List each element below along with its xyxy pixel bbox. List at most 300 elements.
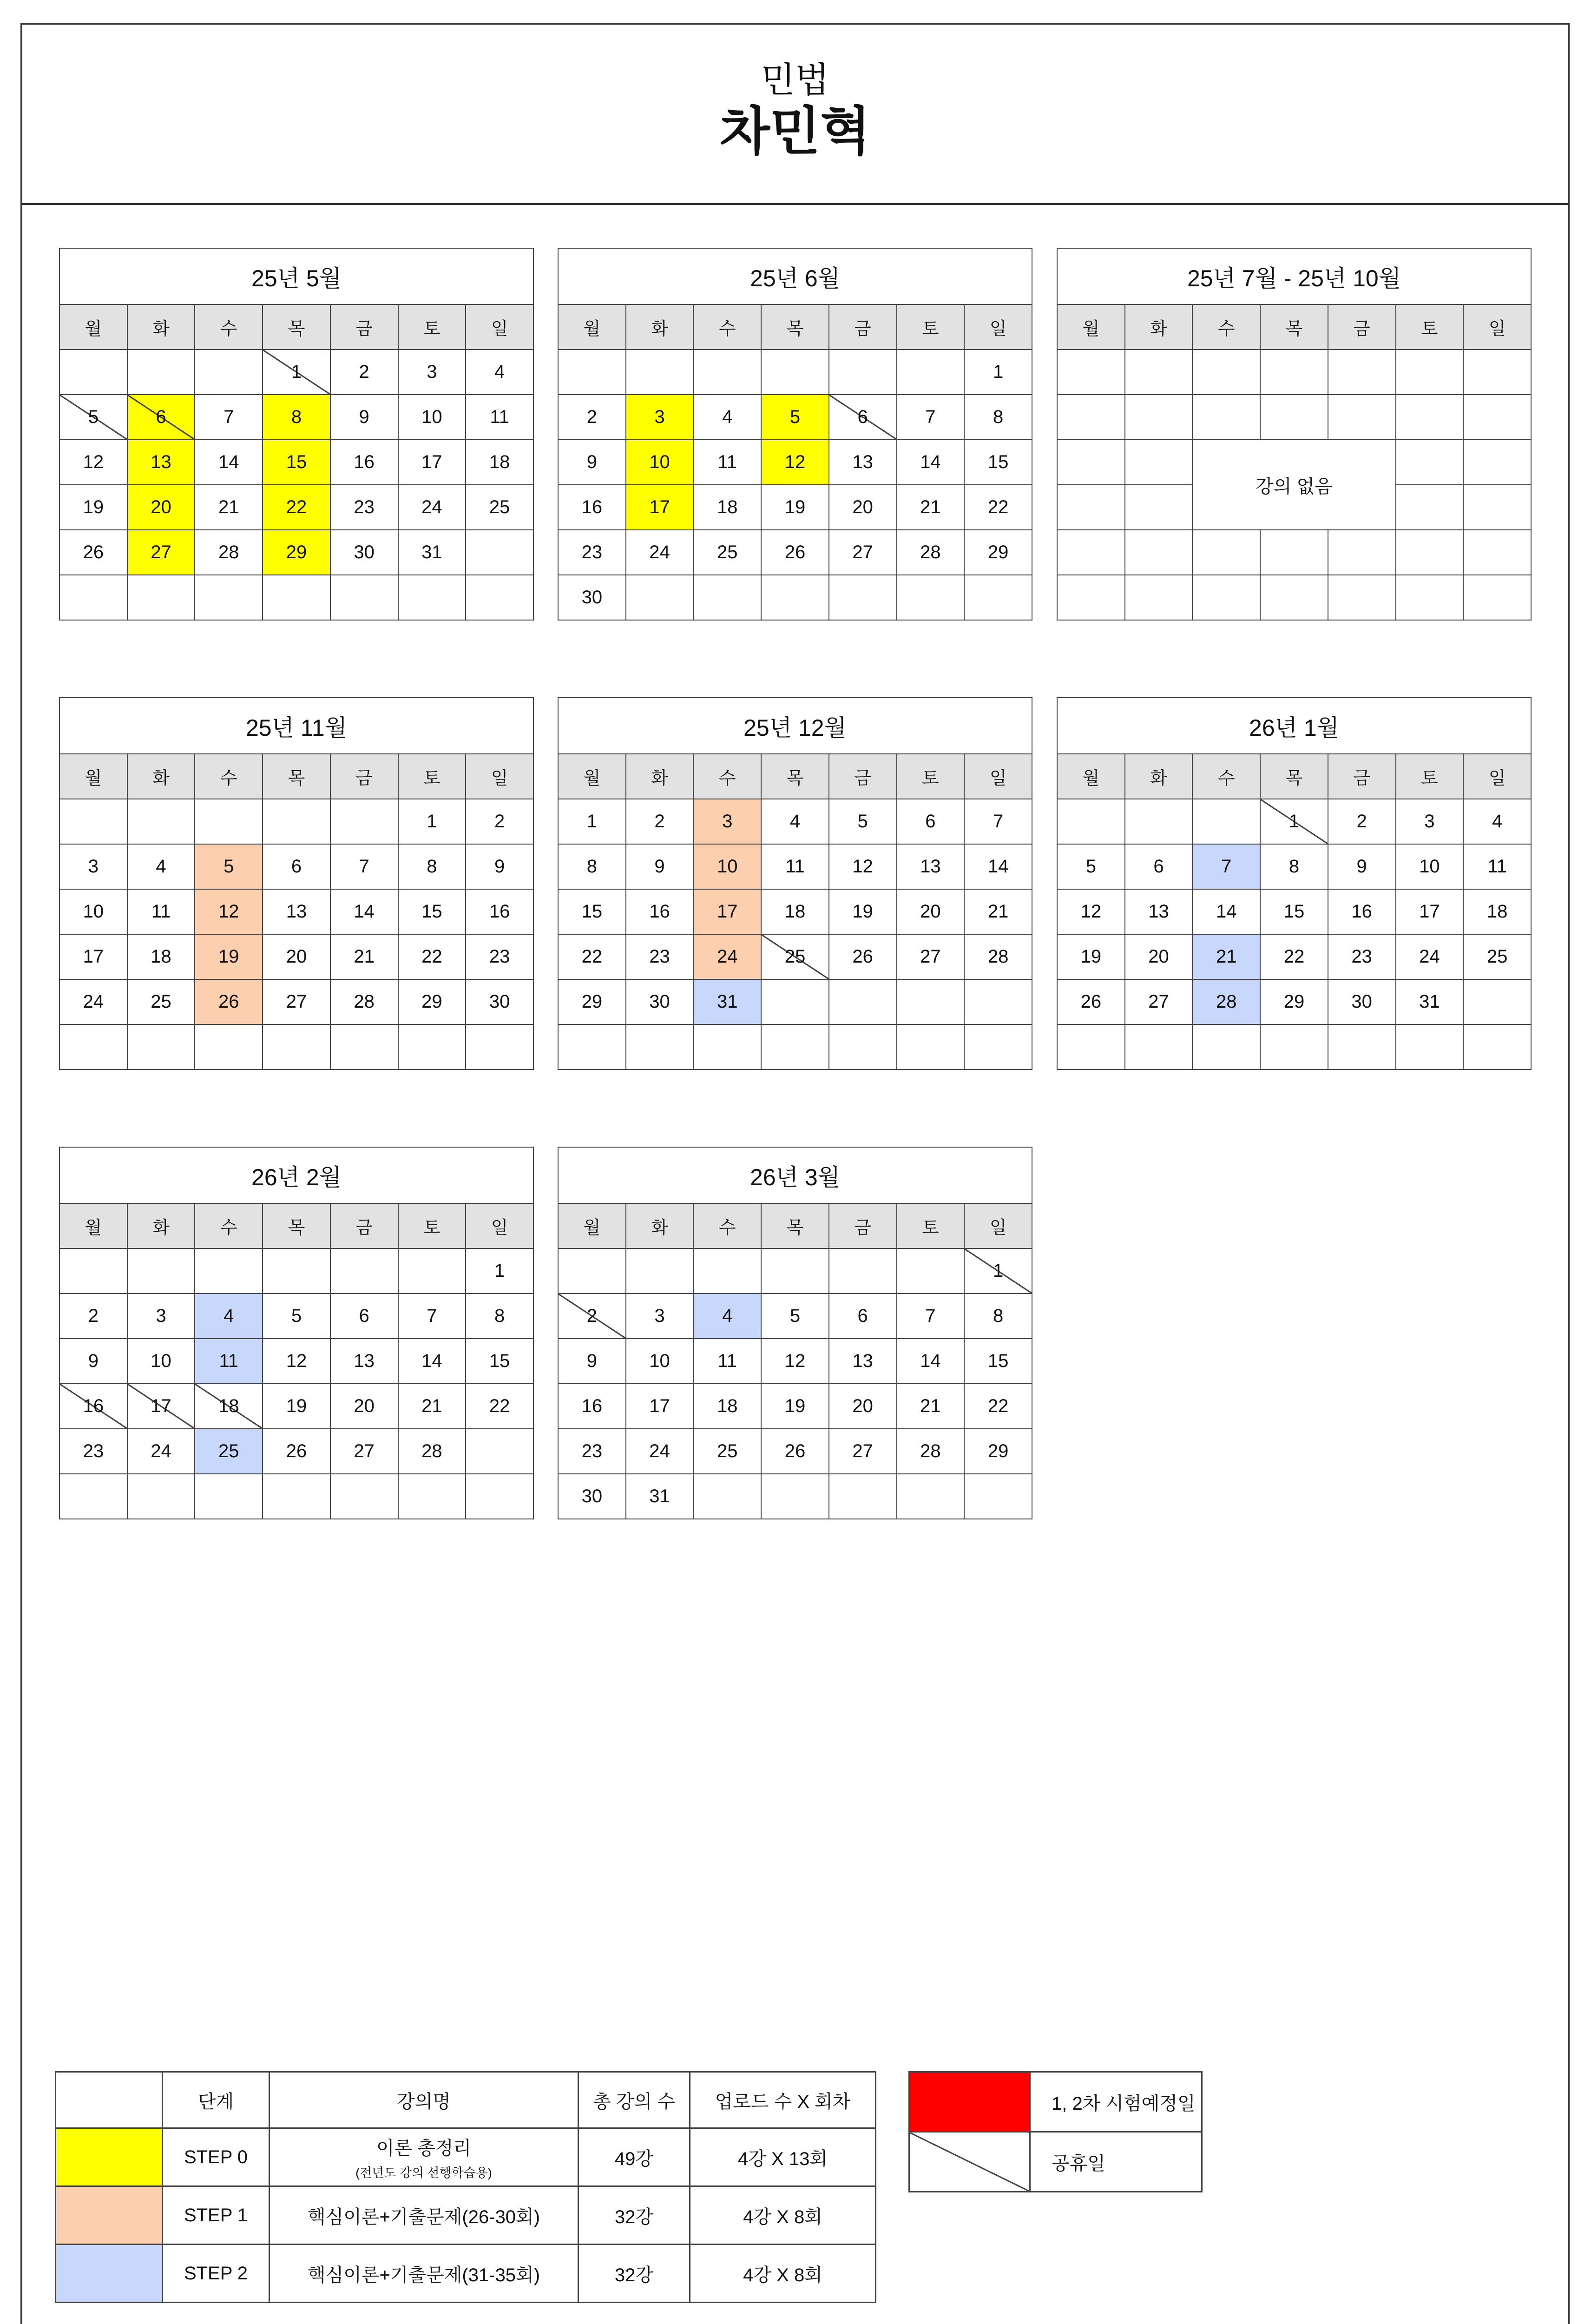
day-cell: 9	[558, 440, 626, 485]
day-cell: 3	[127, 1294, 195, 1339]
week-row	[558, 1248, 1032, 1294]
week-row	[59, 350, 533, 395]
month-calendar	[1057, 697, 1532, 1070]
week-row	[59, 575, 533, 620]
weekday-header: 월	[558, 1203, 626, 1248]
empty-day-cell	[398, 575, 466, 620]
legend-upload: 4강 X 8회	[690, 2186, 876, 2245]
day-cell: 31	[1396, 979, 1464, 1024]
day-cell: 10	[693, 844, 761, 889]
empty-day-cell	[263, 1024, 330, 1070]
day-cell: 27	[829, 530, 897, 575]
weekday-header: 수	[195, 1203, 263, 1248]
week-row	[1057, 575, 1531, 620]
day-cell: 7	[1192, 844, 1260, 889]
empty-day-cell	[693, 1248, 761, 1294]
weekday-header: 목	[263, 754, 330, 799]
day-cell: 5	[195, 844, 263, 889]
weekday-header: 화	[1125, 304, 1193, 350]
day-cell: 2	[466, 799, 533, 844]
day-cell: 11	[1463, 844, 1531, 889]
day-cell: 30	[1328, 979, 1396, 1024]
day-cell: 1	[558, 799, 626, 844]
empty-day-cell	[626, 575, 694, 620]
day-cell: 25	[1463, 934, 1531, 979]
legend-step: STEP 0	[163, 2128, 270, 2186]
week-row	[558, 934, 1032, 979]
weekday-header: 화	[626, 754, 694, 799]
day-cell: 11	[195, 1339, 263, 1384]
day-cell: 12	[761, 1339, 829, 1384]
teacher-name: 차민혁	[719, 102, 871, 160]
day-cell: 28	[1192, 979, 1260, 1024]
week-row	[558, 844, 1032, 889]
empty-day-cell	[127, 1024, 195, 1070]
day-cell: 13	[1125, 889, 1193, 934]
day-cell: 13	[897, 844, 965, 889]
day-cell: 26	[1057, 979, 1125, 1024]
weekday-header: 화	[626, 304, 694, 350]
holiday-day-cell: 18	[195, 1384, 263, 1429]
week-row	[1057, 1024, 1531, 1070]
week-row	[59, 530, 533, 575]
week-row	[59, 979, 533, 1024]
empty-day-cell	[1192, 350, 1260, 395]
day-cell: 8	[1260, 844, 1328, 889]
empty-day-cell	[330, 1024, 398, 1070]
day-cell: 7	[330, 844, 398, 889]
day-cell: 21	[398, 1384, 466, 1429]
day-cell: 16	[1328, 889, 1396, 934]
empty-day-cell	[626, 1248, 694, 1294]
holiday-day-cell: 17	[127, 1384, 195, 1429]
day-cell: 31	[626, 1474, 694, 1519]
day-cell: 13	[829, 440, 897, 485]
empty-day-cell	[195, 350, 263, 395]
day-cell: 25	[195, 1429, 263, 1474]
day-cell: 3	[1396, 799, 1464, 844]
day-cell: 19	[1057, 934, 1125, 979]
empty-day-cell	[1328, 350, 1396, 395]
day-cell: 25	[127, 979, 195, 1024]
empty-day-cell	[1192, 530, 1260, 575]
day-cell: 20	[330, 1384, 398, 1429]
day-cell: 27	[897, 934, 965, 979]
empty-day-cell	[330, 575, 398, 620]
empty-day-cell	[466, 530, 533, 575]
day-cell: 12	[263, 1339, 330, 1384]
weekday-header: 일	[466, 1203, 533, 1248]
empty-day-cell	[829, 575, 897, 620]
weekday-header: 일	[466, 304, 533, 350]
day-cell: 4	[127, 844, 195, 889]
empty-day-cell	[127, 1474, 195, 1519]
weekday-header: 목	[761, 304, 829, 350]
day-cell: 22	[964, 485, 1032, 530]
empty-day-cell	[1328, 530, 1396, 575]
day-cell: 22	[263, 485, 330, 530]
day-cell: 5	[829, 799, 897, 844]
weekday-header: 화	[626, 1203, 694, 1248]
day-cell: 18	[693, 1384, 761, 1429]
day-cell: 6	[1125, 844, 1193, 889]
week-row	[558, 1024, 1032, 1070]
day-cell: 10	[398, 395, 466, 440]
day-cell: 2	[59, 1294, 127, 1339]
day-cell: 20	[127, 485, 195, 530]
day-cell: 24	[398, 485, 466, 530]
empty-day-cell	[1396, 350, 1464, 395]
week-row	[59, 1474, 533, 1519]
day-cell: 7	[398, 1294, 466, 1339]
legend-swatch-step0	[56, 2128, 163, 2186]
day-cell: 27	[127, 530, 195, 575]
empty-day-cell	[1125, 350, 1193, 395]
weekday-header: 토	[398, 754, 466, 799]
day-cell: 7	[964, 799, 1032, 844]
legend-step: STEP 2	[163, 2245, 270, 2303]
empty-day-cell	[1260, 575, 1328, 620]
day-cell: 4	[693, 1294, 761, 1339]
symbol-key-table	[908, 2071, 1203, 2192]
empty-day-cell	[1260, 1024, 1328, 1070]
day-cell: 16	[558, 1384, 626, 1429]
day-cell: 2	[1328, 799, 1396, 844]
empty-day-cell	[1192, 395, 1260, 440]
empty-day-cell	[59, 1024, 127, 1070]
day-cell: 20	[829, 485, 897, 530]
holiday-day-cell: 1	[1260, 799, 1328, 844]
day-cell: 12	[1057, 889, 1125, 934]
weekday-header: 금	[829, 1203, 897, 1248]
empty-day-cell	[1057, 530, 1125, 575]
day-cell: 26	[761, 530, 829, 575]
week-row	[558, 440, 1032, 485]
day-cell: 7	[897, 395, 965, 440]
day-cell: 7	[897, 1294, 965, 1339]
empty-day-cell	[466, 1429, 533, 1474]
day-cell: 22	[1260, 934, 1328, 979]
empty-day-cell	[1057, 1024, 1125, 1070]
day-cell: 14	[964, 844, 1032, 889]
legend-header-row	[56, 2072, 876, 2128]
empty-day-cell	[626, 350, 694, 395]
day-cell: 23	[558, 1429, 626, 1474]
weekday-header: 일	[964, 754, 1032, 799]
legend-upload: 4강 X 13회	[690, 2128, 876, 2186]
day-cell: 24	[626, 1429, 694, 1474]
month-calendar	[558, 697, 1032, 1070]
day-cell: 18	[466, 440, 533, 485]
day-cell: 25	[693, 1429, 761, 1474]
empty-day-cell	[59, 575, 127, 620]
day-cell: 2	[330, 350, 398, 395]
day-cell: 24	[59, 979, 127, 1024]
day-cell: 27	[330, 1429, 398, 1474]
legend-lecture-name: 핵심이론+기출문제(26-30회)	[270, 2186, 579, 2245]
day-cell: 23	[1328, 934, 1396, 979]
day-cell: 9	[330, 395, 398, 440]
empty-day-cell	[398, 1024, 466, 1070]
day-cell: 28	[398, 1429, 466, 1474]
empty-day-cell	[1328, 575, 1396, 620]
legend-step: STEP 1	[163, 2186, 270, 2245]
empty-day-cell	[263, 1474, 330, 1519]
day-cell: 14	[398, 1339, 466, 1384]
day-cell: 11	[693, 440, 761, 485]
day-cell: 4	[1463, 799, 1531, 844]
empty-day-cell	[59, 1474, 127, 1519]
day-cell: 5	[263, 1294, 330, 1339]
day-cell: 26	[829, 934, 897, 979]
empty-day-cell	[897, 979, 965, 1024]
empty-day-cell	[263, 1248, 330, 1294]
empty-day-cell	[761, 350, 829, 395]
day-cell: 3	[626, 395, 694, 440]
day-cell: 16	[466, 889, 533, 934]
day-cell: 31	[693, 979, 761, 1024]
day-cell: 13	[829, 1339, 897, 1384]
exam-date-swatch	[909, 2072, 1030, 2132]
weekday-header: 토	[897, 1203, 965, 1248]
weekday-header: 월	[1057, 304, 1125, 350]
week-row	[59, 799, 533, 844]
legend-header-total: 총 강의 수	[579, 2072, 690, 2128]
day-cell: 17	[693, 889, 761, 934]
weekday-header: 목	[263, 304, 330, 350]
empty-day-cell	[964, 979, 1032, 1024]
legend-header-upload: 업로드 수 X 회차	[690, 2072, 876, 2128]
empty-day-cell	[1463, 1024, 1531, 1070]
day-cell: 2	[626, 799, 694, 844]
day-cell: 5	[761, 1294, 829, 1339]
week-row	[59, 1339, 533, 1384]
day-cell: 30	[626, 979, 694, 1024]
week-row	[1057, 979, 1531, 1024]
week-row	[59, 1024, 533, 1070]
weekday-header: 수	[693, 754, 761, 799]
empty-day-cell	[829, 979, 897, 1024]
day-cell: 4	[466, 350, 533, 395]
day-cell: 27	[1125, 979, 1193, 1024]
step-legend-table	[55, 2071, 876, 2303]
weekday-header: 금	[1328, 304, 1396, 350]
page-header	[22, 25, 1568, 205]
day-cell: 8	[466, 1294, 533, 1339]
empty-day-cell	[1396, 1024, 1464, 1070]
weekday-header: 금	[330, 1203, 398, 1248]
week-row	[1057, 844, 1531, 889]
empty-day-cell	[1463, 530, 1531, 575]
week-row	[59, 844, 533, 889]
day-cell: 13	[127, 440, 195, 485]
month-title: 26년 3월	[558, 1147, 1032, 1203]
day-cell: 12	[59, 440, 127, 485]
weekday-header: 월	[59, 304, 127, 350]
week-row	[59, 889, 533, 934]
day-cell: 8	[558, 844, 626, 889]
day-cell: 18	[693, 485, 761, 530]
empty-day-cell	[1057, 575, 1125, 620]
empty-day-cell	[1125, 395, 1193, 440]
day-cell: 11	[466, 395, 533, 440]
empty-day-cell	[1328, 1024, 1396, 1070]
day-cell: 18	[127, 934, 195, 979]
week-row	[558, 1294, 1032, 1339]
day-cell: 14	[897, 1339, 965, 1384]
month-title: 25년 7월 - 25년 10월	[1057, 248, 1531, 304]
day-cell: 23	[626, 934, 694, 979]
day-cell: 24	[127, 1429, 195, 1474]
weekday-header: 화	[127, 304, 195, 350]
day-cell: 4	[761, 799, 829, 844]
day-cell: 15	[964, 1339, 1032, 1384]
empty-day-cell	[1192, 575, 1260, 620]
day-cell: 19	[263, 1384, 330, 1429]
day-cell: 17	[398, 440, 466, 485]
week-row	[59, 440, 533, 485]
day-cell: 2	[558, 395, 626, 440]
empty-day-cell	[1057, 799, 1125, 844]
month-title: 26년 2월	[59, 1147, 533, 1203]
day-cell: 17	[626, 1384, 694, 1429]
day-cell: 29	[1260, 979, 1328, 1024]
month-calendar	[558, 1147, 1032, 1519]
empty-day-cell	[1192, 1024, 1260, 1070]
day-cell: 19	[829, 889, 897, 934]
day-cell: 19	[761, 1384, 829, 1429]
legend-total: 32강	[579, 2186, 690, 2245]
day-cell: 5	[761, 395, 829, 440]
legend-row-step1	[56, 2186, 876, 2245]
day-cell: 6	[330, 1294, 398, 1339]
holiday-slash-swatch	[909, 2132, 1030, 2192]
empty-day-cell	[1125, 1024, 1193, 1070]
day-cell: 1	[964, 350, 1032, 395]
legend-swatch-step1	[56, 2186, 163, 2245]
day-cell: 26	[263, 1429, 330, 1474]
day-cell: 14	[330, 889, 398, 934]
week-row	[59, 1384, 533, 1429]
weekday-header: 월	[59, 1203, 127, 1248]
empty-day-cell	[1192, 799, 1260, 844]
week-row	[558, 799, 1032, 844]
day-cell: 14	[1192, 889, 1260, 934]
day-cell: 24	[626, 530, 694, 575]
week-row	[1057, 934, 1531, 979]
empty-day-cell	[829, 1024, 897, 1070]
week-row	[558, 575, 1032, 620]
month-calendar	[1057, 248, 1532, 621]
weekday-header: 금	[829, 754, 897, 799]
no-lecture-label: 강의 없음	[1192, 440, 1395, 530]
legend-lecture-name: 핵심이론+기출문제(31-35회)	[270, 2245, 579, 2303]
day-cell: 8	[964, 395, 1032, 440]
weekday-header: 토	[1396, 754, 1464, 799]
day-cell: 21	[964, 889, 1032, 934]
empty-day-cell	[1463, 575, 1531, 620]
day-cell: 16	[558, 485, 626, 530]
day-cell: 12	[829, 844, 897, 889]
empty-day-cell	[1125, 485, 1193, 530]
day-cell: 1	[398, 799, 466, 844]
weekday-header: 금	[1328, 754, 1396, 799]
day-cell: 17	[59, 934, 127, 979]
empty-day-cell	[1463, 485, 1531, 530]
empty-day-cell	[1125, 575, 1193, 620]
empty-day-cell	[330, 1474, 398, 1519]
legend-swatch-step2	[56, 2245, 163, 2303]
legend-header-name: 강의명	[270, 2072, 579, 2128]
day-cell: 23	[59, 1429, 127, 1474]
empty-day-cell	[195, 1474, 263, 1519]
day-cell: 9	[558, 1339, 626, 1384]
empty-day-cell	[761, 575, 829, 620]
empty-day-cell	[1057, 395, 1125, 440]
legend-row-step2	[56, 2245, 876, 2303]
holiday-day-cell: 16	[59, 1384, 127, 1429]
month-calendar	[59, 1147, 534, 1519]
weekday-header: 목	[761, 754, 829, 799]
day-cell: 4	[195, 1294, 263, 1339]
day-cell: 21	[897, 485, 965, 530]
day-cell: 18	[1463, 889, 1531, 934]
subject-title: 민법	[761, 60, 829, 100]
week-row	[59, 1248, 533, 1294]
day-cell: 15	[466, 1339, 533, 1384]
legend-upload: 4강 X 8회	[690, 2245, 876, 2303]
empty-day-cell	[897, 1474, 965, 1519]
day-cell: 21	[330, 934, 398, 979]
week-row	[558, 350, 1032, 395]
day-cell: 30	[558, 575, 626, 620]
empty-day-cell	[1463, 440, 1531, 485]
weekday-header: 일	[964, 304, 1032, 350]
empty-day-cell	[761, 1474, 829, 1519]
week-row	[558, 1339, 1032, 1384]
day-cell: 15	[1260, 889, 1328, 934]
week-row	[59, 1294, 533, 1339]
week-row	[1057, 440, 1531, 485]
month-title: 26년 1월	[1057, 698, 1531, 754]
empty-day-cell	[195, 1024, 263, 1070]
empty-day-cell	[1057, 485, 1125, 530]
day-cell: 23	[558, 530, 626, 575]
day-cell: 20	[1125, 934, 1193, 979]
week-row	[558, 530, 1032, 575]
weekday-header: 목	[1260, 304, 1328, 350]
legend-lecture-subtitle: (전년도 강의 선행학습용)	[355, 2166, 492, 2180]
empty-day-cell	[829, 1474, 897, 1519]
day-cell: 13	[263, 889, 330, 934]
day-cell: 17	[1396, 889, 1464, 934]
day-cell: 29	[558, 979, 626, 1024]
weekday-header: 화	[127, 754, 195, 799]
weekday-header: 수	[195, 304, 263, 350]
empty-day-cell	[127, 575, 195, 620]
weekday-header: 월	[558, 754, 626, 799]
day-cell: 24	[693, 934, 761, 979]
empty-day-cell	[1396, 530, 1464, 575]
empty-day-cell	[195, 1248, 263, 1294]
week-row	[558, 485, 1032, 530]
holiday-day-cell: 1	[263, 350, 330, 395]
empty-day-cell	[127, 1248, 195, 1294]
day-cell: 10	[127, 1339, 195, 1384]
weekday-header: 토	[398, 1203, 466, 1248]
day-cell: 10	[1396, 844, 1464, 889]
day-cell: 31	[398, 530, 466, 575]
